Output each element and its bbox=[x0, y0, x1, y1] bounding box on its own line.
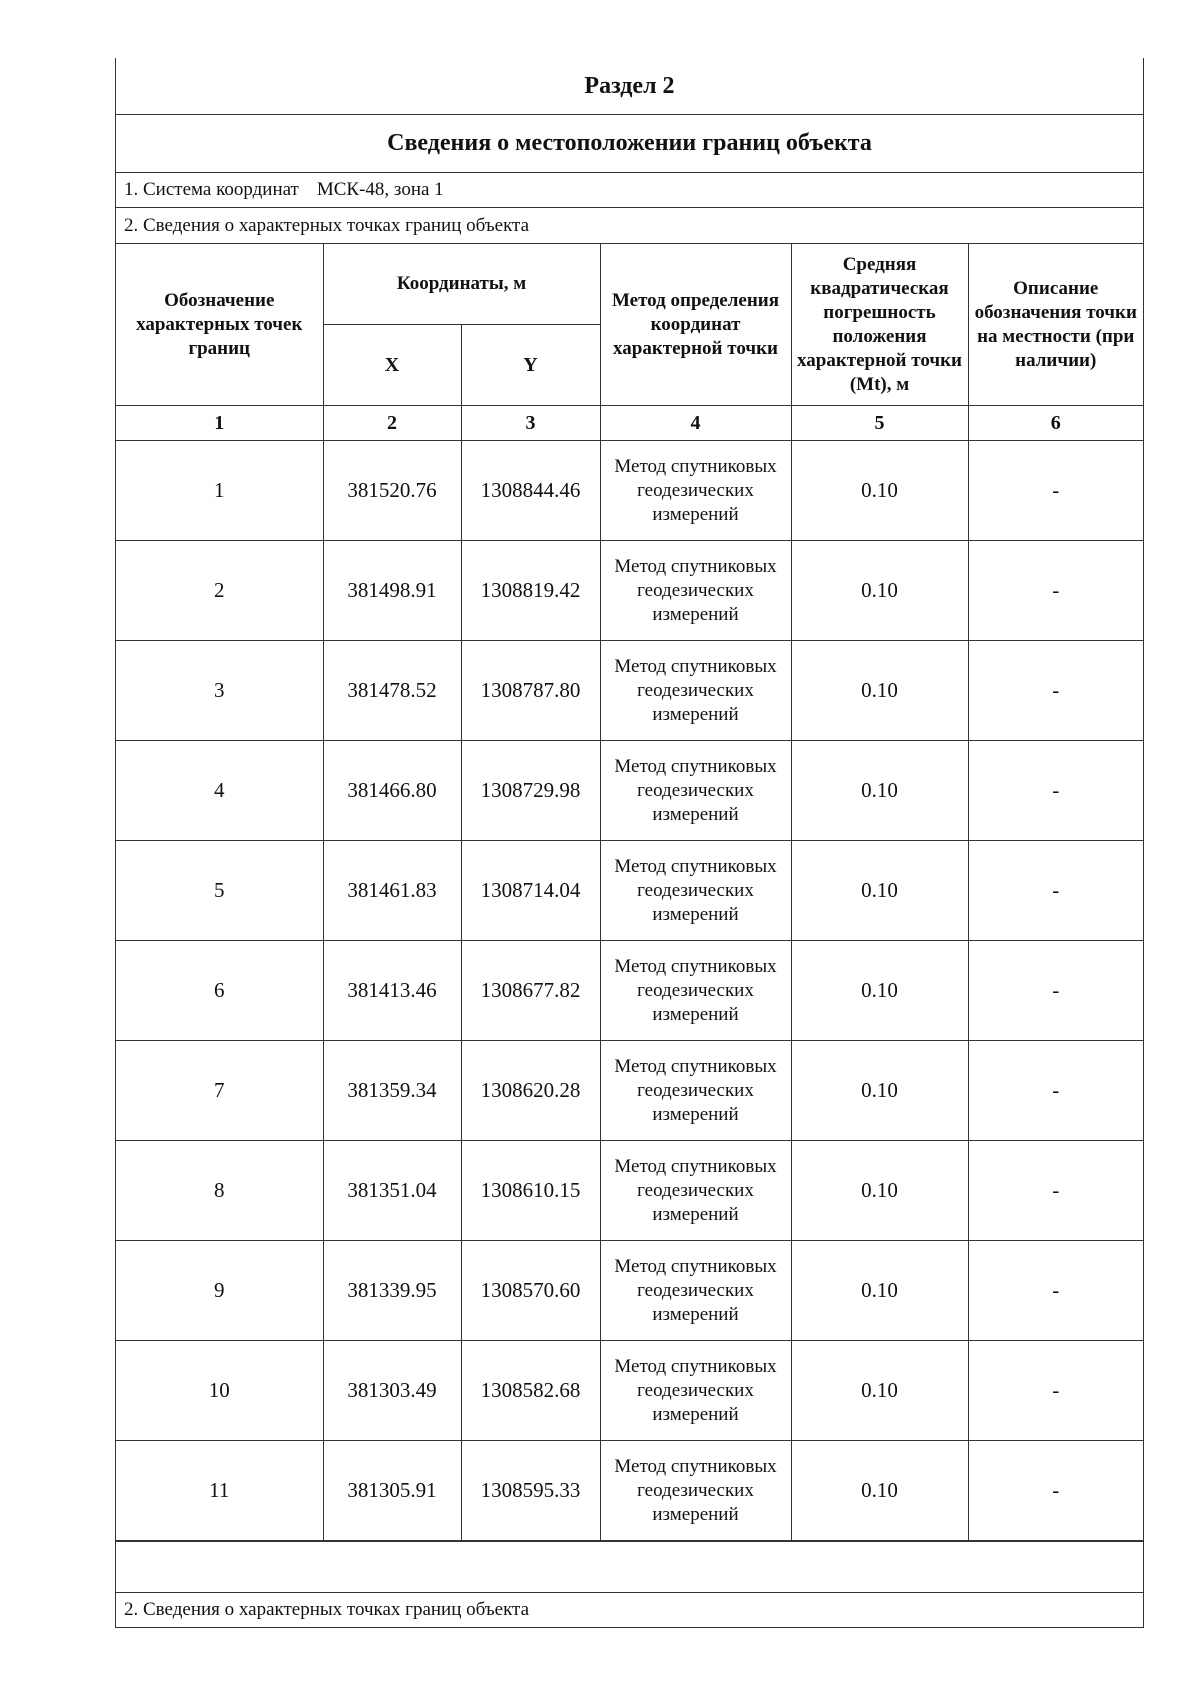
cell-error: 0.10 bbox=[791, 1341, 968, 1441]
table-row bbox=[116, 841, 1143, 941]
cell-y: 1308714.04 bbox=[461, 841, 600, 941]
column-number-row bbox=[116, 406, 1143, 441]
table-row bbox=[116, 441, 1143, 541]
cell-point: 10 bbox=[116, 1341, 323, 1441]
points-heading: 2. Сведения о характерных точках границ объекта bbox=[116, 207, 1143, 243]
cell-x: 381303.49 bbox=[323, 1341, 461, 1441]
coord-system-label: 1. Система координат bbox=[124, 179, 299, 200]
cell-point: 5 bbox=[116, 841, 323, 941]
cell-x: 381339.95 bbox=[323, 1241, 461, 1341]
cell-error: 0.10 bbox=[791, 441, 968, 541]
table-row bbox=[116, 1441, 1143, 1541]
cell-y: 1308582.68 bbox=[461, 1341, 600, 1441]
table-row bbox=[116, 1141, 1143, 1241]
cell-point: 3 bbox=[116, 641, 323, 741]
cell-method: Метод спутниковых геодезических измерений bbox=[600, 941, 791, 1041]
cell-method: Метод спутниковых геодезических измерений bbox=[600, 841, 791, 941]
column-number: 1 bbox=[116, 406, 323, 441]
cell-error: 0.10 bbox=[791, 1241, 968, 1341]
cell-method: Метод спутниковых геодезических измерений bbox=[600, 1141, 791, 1241]
table-row bbox=[116, 641, 1143, 741]
cell-error: 0.10 bbox=[791, 641, 968, 741]
cell-method: Метод спутниковых геодезических измерений bbox=[600, 1041, 791, 1141]
cell-y: 1308570.60 bbox=[461, 1241, 600, 1341]
cell-method: Метод спутниковых геодезических измерений bbox=[600, 1241, 791, 1341]
cell-method: Метод спутниковых геодезических измерений bbox=[600, 1341, 791, 1441]
table-row bbox=[116, 1041, 1143, 1141]
header-error: Средняя квадратическая погрешность положения характерной точки (Mt), м bbox=[791, 244, 968, 406]
cell-description: - bbox=[968, 1341, 1143, 1441]
cell-y: 1308620.28 bbox=[461, 1041, 600, 1141]
boundary-points-table bbox=[116, 243, 1143, 1541]
cell-point: 6 bbox=[116, 941, 323, 1041]
cell-point: 9 bbox=[116, 1241, 323, 1341]
cell-description: - bbox=[968, 1041, 1143, 1141]
empty-row bbox=[116, 1541, 1143, 1592]
cell-point: 4 bbox=[116, 741, 323, 841]
cell-description: - bbox=[968, 541, 1143, 641]
cell-x: 381461.83 bbox=[323, 841, 461, 941]
coord-system-line bbox=[116, 172, 1143, 207]
header-method: Метод определения координат характерной точки bbox=[600, 244, 791, 406]
cell-method: Метод спутниковых геодезических измерений bbox=[600, 441, 791, 541]
column-number: 4 bbox=[600, 406, 791, 441]
table-header-row bbox=[116, 244, 1143, 325]
cell-y: 1308787.80 bbox=[461, 641, 600, 741]
table-row bbox=[116, 1341, 1143, 1441]
cell-description: - bbox=[968, 1241, 1143, 1341]
header-y: Y bbox=[461, 325, 600, 406]
column-number: 3 bbox=[461, 406, 600, 441]
cell-error: 0.10 bbox=[791, 541, 968, 641]
table-row bbox=[116, 1241, 1143, 1341]
cell-description: - bbox=[968, 641, 1143, 741]
section-title: Раздел 2 bbox=[584, 72, 675, 99]
cell-description: - bbox=[968, 441, 1143, 541]
table-row bbox=[116, 541, 1143, 641]
cell-x: 381498.91 bbox=[323, 541, 461, 641]
header-x: X bbox=[323, 325, 461, 406]
cell-error: 0.10 bbox=[791, 1141, 968, 1241]
column-number: 5 bbox=[791, 406, 968, 441]
footer-heading: 2. Сведения о характерных точках границ объекта bbox=[116, 1592, 1143, 1627]
cell-x: 381359.34 bbox=[323, 1041, 461, 1141]
cell-point: 8 bbox=[116, 1141, 323, 1241]
cell-point: 1 bbox=[116, 441, 323, 541]
cell-error: 0.10 bbox=[791, 1041, 968, 1141]
cell-description: - bbox=[968, 1141, 1143, 1241]
cell-y: 1308677.82 bbox=[461, 941, 600, 1041]
column-number: 2 bbox=[323, 406, 461, 441]
cell-error: 0.10 bbox=[791, 1441, 968, 1541]
cell-y: 1308595.33 bbox=[461, 1441, 600, 1541]
cell-description: - bbox=[968, 1441, 1143, 1541]
cell-y: 1308844.46 bbox=[461, 441, 600, 541]
header-coords: Координаты, м bbox=[323, 244, 600, 325]
table-row bbox=[116, 941, 1143, 1041]
cell-error: 0.10 bbox=[791, 841, 968, 941]
coord-system-value: МСК-48, зона 1 bbox=[316, 179, 444, 200]
cell-x: 381466.80 bbox=[323, 741, 461, 841]
cell-error: 0.10 bbox=[791, 741, 968, 841]
cell-x: 381413.46 bbox=[323, 941, 461, 1041]
cell-method: Метод спутниковых геодезических измерений bbox=[600, 641, 791, 741]
cell-point: 11 bbox=[116, 1441, 323, 1541]
cell-description: - bbox=[968, 741, 1143, 841]
cell-method: Метод спутниковых геодезических измерений bbox=[600, 541, 791, 641]
cell-point: 7 bbox=[116, 1041, 323, 1141]
column-number: 6 bbox=[968, 406, 1143, 441]
cell-x: 381305.91 bbox=[323, 1441, 461, 1541]
cell-y: 1308610.15 bbox=[461, 1141, 600, 1241]
cell-x: 381520.76 bbox=[323, 441, 461, 541]
table-row bbox=[116, 741, 1143, 841]
cell-point: 2 bbox=[116, 541, 323, 641]
header-description: Описание обозначения точки на местности (при наличии) bbox=[968, 244, 1143, 406]
cell-x: 381351.04 bbox=[323, 1141, 461, 1241]
document-subtitle: Сведения о местоположении границ объекта bbox=[116, 114, 1143, 172]
document-frame bbox=[115, 58, 1144, 1628]
cell-y: 1308819.42 bbox=[461, 541, 600, 641]
cell-description: - bbox=[968, 841, 1143, 941]
header-point: Обозначение характерных точек границ bbox=[116, 244, 323, 406]
cell-y: 1308729.98 bbox=[461, 741, 600, 841]
cell-description: - bbox=[968, 941, 1143, 1041]
cell-x: 381478.52 bbox=[323, 641, 461, 741]
cell-error: 0.10 bbox=[791, 941, 968, 1041]
cell-method: Метод спутниковых геодезических измерений bbox=[600, 1441, 791, 1541]
cell-method: Метод спутниковых геодезических измерений bbox=[600, 741, 791, 841]
